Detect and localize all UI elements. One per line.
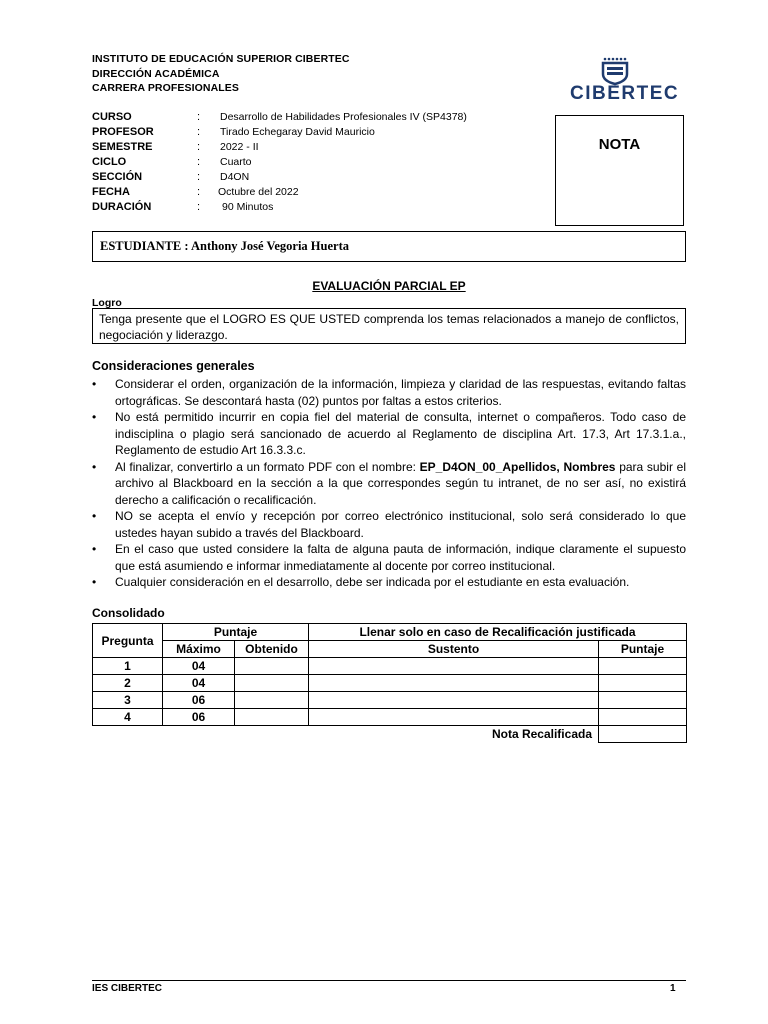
info-value: Tirado Echegaray David Mauricio	[220, 126, 375, 138]
info-value: Desarrollo de Habilidades Profesionales IV (SP4378)	[220, 111, 467, 123]
header-puntaje-recal: Puntaje	[599, 641, 687, 658]
student-box	[92, 231, 686, 262]
info-label: CICLO	[92, 156, 127, 168]
academic-direction: DIRECCIÓN ACADÉMICA	[92, 68, 220, 80]
list-item: • No está permitido incurrir en copia fiel del material de consulta, internet o compañeros. Todo caso de indisciplina o plagio será sancionado de acuerdo al Reglamento de disciplina Art. 17.3, Art 17.3.1.a., Reglamento de estudio Art 16.3.3.c.	[92, 410, 686, 457]
table-header-row	[93, 624, 687, 641]
bullet-icon: •	[92, 575, 97, 589]
info-colon: :	[197, 171, 201, 183]
nota-box	[555, 115, 684, 226]
bullet-icon: •	[92, 542, 97, 556]
puntaje-cell[interactable]	[599, 709, 687, 726]
question-number: 3	[93, 692, 163, 709]
info-value: 90 Minutos	[222, 201, 274, 213]
info-colon: :	[197, 201, 201, 213]
consolidado-table	[92, 623, 687, 743]
table-row	[93, 709, 687, 726]
info-colon: :	[197, 111, 201, 123]
info-colon: :	[197, 126, 201, 138]
considerations-list	[92, 376, 686, 591]
max-score: 04	[163, 675, 235, 692]
footer-divider	[92, 980, 686, 981]
nota-label: NOTA	[598, 136, 641, 153]
header-recalificacion: Llenar solo en caso de Recalificación justificada	[309, 624, 687, 641]
header-obtenido: Obtenido	[235, 641, 309, 658]
logro-label: Logro	[92, 297, 122, 309]
obtained-cell[interactable]	[235, 709, 309, 726]
logo-text: CIBERTEC	[570, 83, 680, 104]
puntaje-cell[interactable]	[599, 675, 687, 692]
considerations-title: Consideraciones generales	[92, 359, 255, 373]
info-row-ciclo	[92, 156, 532, 171]
logro-box	[92, 308, 686, 344]
info-label: SECCIÓN	[92, 171, 143, 183]
sustento-cell[interactable]	[309, 709, 599, 726]
header-maximo: Máximo	[163, 641, 235, 658]
info-label: PROFESOR	[92, 126, 154, 138]
info-value: Octubre del 2022	[218, 186, 299, 198]
obtained-cell[interactable]	[235, 692, 309, 709]
table-row	[93, 675, 687, 692]
info-colon: :	[197, 186, 201, 198]
sustento-cell[interactable]	[309, 692, 599, 709]
info-row-duracion	[92, 201, 532, 216]
sustento-cell[interactable]	[309, 658, 599, 675]
list-item: • Al finalizar, convertirlo a un formato PDF con el nombre: EP_D4ON_00_Apellidos, Nombres para subir el archivo al Blackboard en la sección a la que correspondes según tu intranet, de no ser así, no existirá derecho a calificación o recalificación.	[92, 459, 686, 507]
info-label: CURSO	[92, 111, 132, 123]
nota-recalificada-cell[interactable]	[599, 726, 687, 743]
question-number: 1	[93, 658, 163, 675]
puntaje-cell[interactable]	[599, 658, 687, 675]
list-item: • Cualquier consideración en el desarrollo, debe ser indicada por el estudiante en esta evaluación.	[92, 575, 630, 589]
puntaje-cell[interactable]	[599, 692, 687, 709]
career-name: CARRERA PROFESIONALES	[92, 82, 239, 94]
list-item: • Considerar el orden, organización de la información, limpieza y claridad de las respuestas, evitando faltas ortográficas. Se descontará hasta (02) puntos por faltas a estos criterios.	[92, 377, 686, 408]
bullet-icon: •	[92, 509, 97, 523]
footer-institution: IES CIBERTEC	[92, 983, 163, 994]
info-row-semestre	[92, 141, 532, 156]
info-row-curso	[92, 111, 532, 126]
header-puntaje: Puntaje	[163, 624, 309, 641]
question-number: 2	[93, 675, 163, 692]
list-item: • NO se acepta el envío y recepción por correo electrónico institucional, solo será considerado lo que ustedes hayan subido a través del Blackboard.	[92, 509, 686, 540]
table-row	[93, 692, 687, 709]
info-value: 2022 - II	[220, 141, 259, 153]
header-sustento: Sustento	[309, 641, 599, 658]
table-subheader-row	[93, 641, 687, 658]
file-name-format: EP_D4ON_00_Apellidos, Nombres	[419, 459, 616, 474]
bullet-icon: •	[92, 377, 97, 391]
max-score: 06	[163, 692, 235, 709]
nota-recalificada-label: Nota Recalificada	[491, 727, 592, 742]
exam-title: EVALUACIÓN PARCIAL EP	[312, 279, 466, 293]
obtained-cell[interactable]	[235, 658, 309, 675]
info-label: DURACIÓN	[92, 201, 152, 213]
info-value: Cuarto	[220, 156, 252, 168]
bullet-icon: •	[92, 410, 97, 424]
header-pregunta: Pregunta	[93, 624, 163, 658]
nota-recalificada-row	[93, 726, 687, 743]
info-colon: :	[197, 156, 201, 168]
page-number: 1	[670, 983, 676, 994]
obtained-cell[interactable]	[235, 675, 309, 692]
info-row-profesor	[92, 126, 532, 141]
consolidado-label: Consolidado	[92, 606, 165, 620]
list-item: • En el caso que usted considere la falta de alguna pauta de información, indique claramente el supuesto que está asumiendo e informar inmediatamente al docente por correo institucional.	[92, 542, 686, 573]
bullet-icon: •	[92, 459, 97, 474]
info-value: D4ON	[220, 171, 250, 183]
info-label: SEMESTRE	[92, 141, 153, 153]
table-row	[93, 658, 687, 675]
info-row-seccion	[92, 171, 532, 186]
max-score: 06	[163, 709, 235, 726]
sustento-cell[interactable]	[309, 675, 599, 692]
question-number: 4	[93, 709, 163, 726]
info-colon: :	[197, 141, 201, 153]
max-score: 04	[163, 658, 235, 675]
logro-text: Tenga presente que el LOGRO ES QUE USTED comprenda los temas relacionados a manejo de conflictos, negociación y liderazgo.	[99, 312, 679, 342]
info-label: FECHA	[92, 186, 130, 198]
institution-name: INSTITUTO DE EDUCACIÓN SUPERIOR CIBERTEC	[92, 53, 350, 65]
info-row-fecha	[92, 186, 532, 201]
student-name: ESTUDIANTE : Anthony José Vegoria Huerta	[100, 239, 349, 253]
